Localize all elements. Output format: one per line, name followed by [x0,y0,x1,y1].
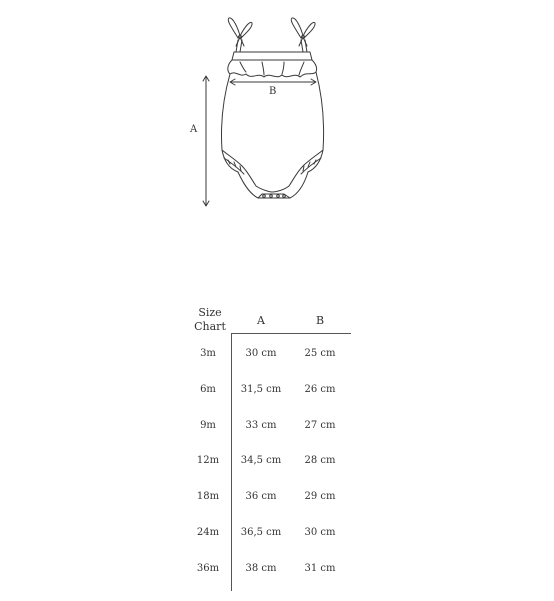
size-chart-title [190,306,230,334]
table-header-divider [231,333,351,334]
size-cell: 9m [200,420,216,431]
measure-a-cell: 36 cm [245,491,277,502]
column-header-b: B [315,314,325,327]
right-bow-icon [291,18,315,46]
size-cell: 12m [196,455,220,466]
table-column-divider [231,333,232,591]
measure-a-cell: 31,5 cm [240,384,282,395]
size-cell: 6m [200,384,216,395]
romper-diagram [0,0,554,240]
measure-a-cell: 36,5 cm [240,527,282,538]
measure-a-cell: 38 cm [245,563,277,574]
dimension-b-arrow [230,79,316,85]
dimension-b-label: B [269,86,277,97]
measure-b-cell: 26 cm [304,384,336,395]
measure-b-cell: 27 cm [304,420,336,431]
size-cell: 24m [196,527,220,538]
dimension-a-label: A [190,124,198,135]
measure-a-cell: 34,5 cm [240,455,282,466]
measure-b-cell: 29 cm [304,491,336,502]
size-chart-title-line2: Chart [194,320,226,333]
size-cell: 18m [196,491,220,502]
dimension-a-arrow [203,76,209,206]
size-cell: 3m [200,348,216,359]
column-header-a: A [257,314,265,327]
size-chart-title-line1: Size [198,306,222,319]
measure-b-cell: 31 cm [304,563,336,574]
measure-a-cell: 33 cm [245,420,277,431]
measure-b-cell: 30 cm [304,527,336,538]
size-cell: 36m [196,563,220,574]
measure-b-cell: 25 cm [304,348,336,359]
measure-b-cell: 28 cm [304,455,336,466]
left-bow-icon [228,18,252,46]
measure-a-cell: 30 cm [245,348,277,359]
